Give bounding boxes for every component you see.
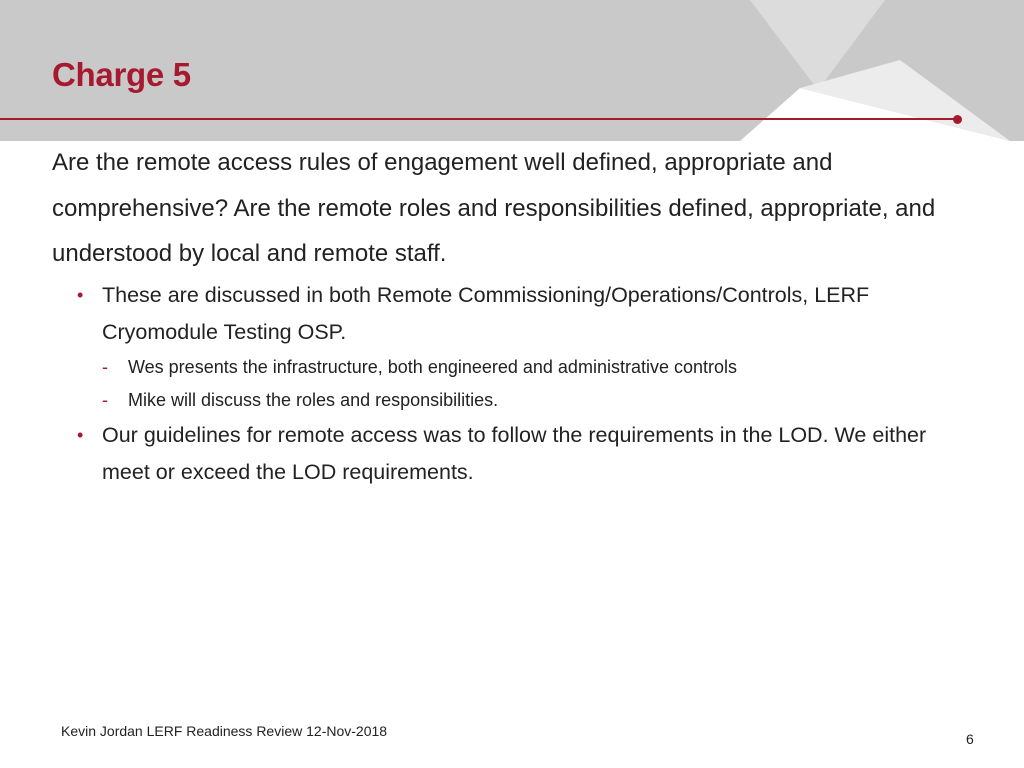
bullet-text: These are discussed in both Remote Commissioning/Operations/Controls, LERF Cryomodule Testing OSP.	[102, 282, 870, 344]
footer-text: Kevin Jordan LERF Readiness Review 12-Nov-2018	[61, 723, 388, 739]
slide-body	[52, 140, 972, 491]
subbullet-item	[102, 351, 972, 384]
subbullet-item	[102, 384, 972, 417]
bullet-list	[52, 277, 972, 491]
dash-marker: -	[102, 356, 108, 377]
bullet-marker: •	[77, 284, 84, 305]
lead-question: Are the remote access rules of engagement well defined, appropriate and comprehensive? Are the remote roles and responsibilities defined, appropriate, and understood by local and remote staff.	[52, 149, 936, 267]
slide-title: Charge 5	[52, 56, 191, 93]
subbullet-text: Wes presents the infrastructure, both engineered and administrative controls	[128, 356, 737, 377]
dash-marker: -	[102, 389, 108, 410]
subbullet-list	[102, 351, 972, 417]
subbullet-text: Mike will discuss the roles and responsibilities.	[128, 389, 499, 410]
bullet-text: Our guidelines for remote access was to follow the requirements in the LOD. We either meet or exceed the LOD requirements.	[102, 422, 927, 484]
title-rule	[0, 118, 956, 120]
bullet-marker: •	[77, 424, 84, 445]
page-number: 6	[966, 731, 974, 747]
bullet-item	[52, 417, 972, 491]
title-rule-dot	[953, 115, 962, 124]
bullet-item	[52, 277, 972, 417]
